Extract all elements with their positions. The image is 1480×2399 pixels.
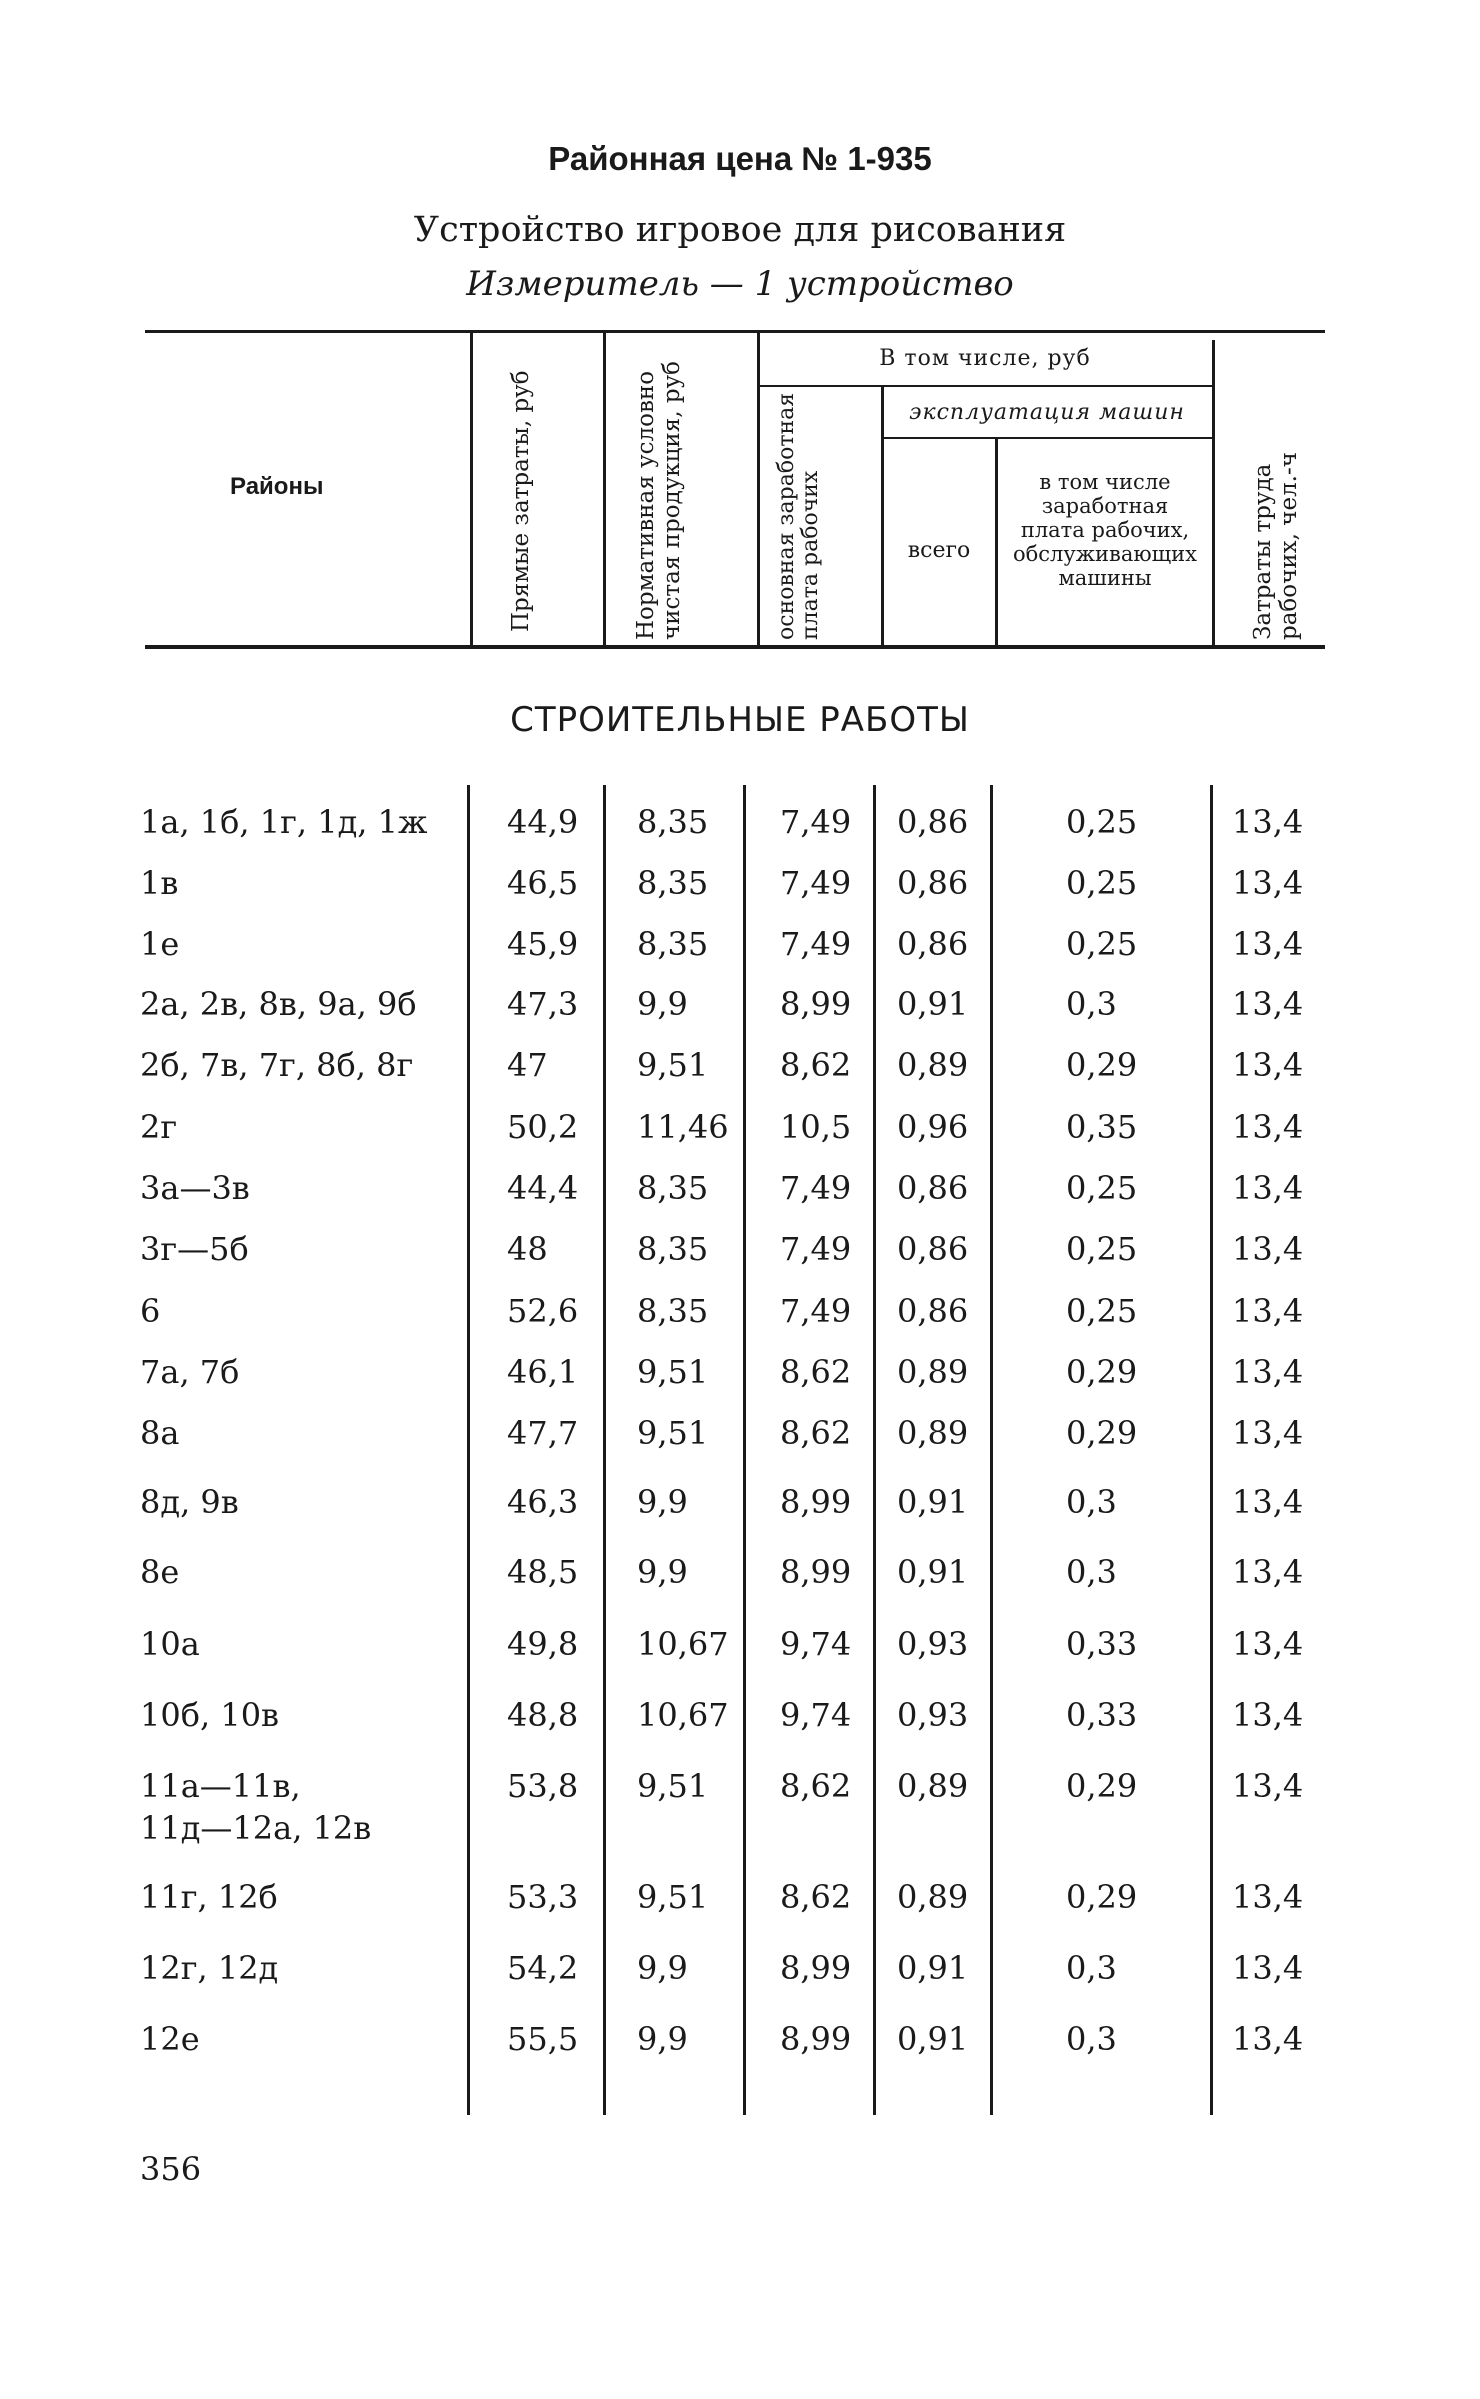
measure-unit: Измеритель — 1 устройство (466, 264, 1014, 304)
table-row (0, 1767, 1480, 1847)
cell-wages: 7,49 (780, 1230, 852, 1268)
cell-machine-total: 0,93 (897, 1625, 969, 1663)
cell-machine-wages: 0,29 (1066, 1414, 1138, 1452)
cell-normative: 10,67 (637, 1625, 729, 1663)
cell-wages: 9,74 (780, 1696, 852, 1734)
cell-labor: 13,4 (1232, 1878, 1304, 1916)
cell-machine-total: 0,91 (897, 1949, 969, 1987)
cell-machine-total: 0,89 (897, 1414, 969, 1452)
cell-labor: 13,4 (1232, 1696, 1304, 1734)
cell-region: 12г, 12д (140, 1949, 279, 1987)
cell-normative: 8,35 (637, 1292, 709, 1330)
cell-machine-total: 0,96 (897, 1108, 969, 1146)
cell-machine-wages: 0,29 (1066, 1878, 1138, 1916)
cell-machine-total: 0,89 (897, 1878, 969, 1916)
header-machine-operation: эксплуатация машин (909, 400, 1185, 425)
page-subtitle: Устройство игровое для рисования (413, 210, 1067, 250)
table-row (0, 1292, 1480, 1332)
cell-labor: 13,4 (1232, 985, 1304, 1023)
cell-direct-costs: 53,3 (507, 1878, 579, 1916)
cell-labor: 13,4 (1232, 2020, 1304, 2058)
cell-region: 1в (140, 864, 179, 902)
cell-normative: 9,51 (637, 1353, 709, 1391)
cell-direct-costs: 44,9 (507, 803, 579, 841)
header-direct-costs: Прямые затраты, руб (508, 370, 534, 632)
cell-machine-wages: 0,33 (1066, 1625, 1138, 1663)
cell-machine-total: 0,93 (897, 1696, 969, 1734)
cell-machine-total: 0,89 (897, 1767, 969, 1805)
cell-direct-costs: 46,1 (507, 1353, 579, 1391)
cell-region: 11а—11в, (140, 1767, 301, 1805)
header-regions: Районы (230, 473, 324, 500)
page-number: 356 (140, 2150, 202, 2188)
cell-machine-wages: 0,25 (1066, 925, 1138, 963)
cell-wages: 7,49 (780, 925, 852, 963)
cell-region: 10б, 10в (140, 1696, 280, 1734)
table-row (0, 1949, 1480, 1989)
cell-machine-total: 0,91 (897, 985, 969, 1023)
cell-labor: 13,4 (1232, 1292, 1304, 1330)
cell-region: 8а (140, 1414, 180, 1452)
table-top-rule (145, 330, 1325, 333)
table-row (0, 1108, 1480, 1148)
table-row (0, 2020, 1480, 2060)
cell-labor: 13,4 (1232, 1625, 1304, 1663)
cell-wages: 8,99 (780, 1553, 852, 1591)
cell-region: 11г, 12б (140, 1878, 278, 1916)
table-row (0, 1046, 1480, 1086)
cell-machine-total: 0,86 (897, 1230, 969, 1268)
cell-machine-wages: 0,25 (1066, 1230, 1138, 1268)
cell-machine-wages: 0,3 (1066, 1553, 1117, 1591)
cell-region: 2г (140, 1108, 178, 1146)
header-normative-product: Нормативная условно чистая продукция, руб (633, 361, 685, 640)
cell-labor: 13,4 (1232, 864, 1304, 902)
cell-normative: 9,51 (637, 1767, 709, 1805)
header-divider-2 (603, 330, 606, 646)
cell-machine-wages: 0,3 (1066, 1483, 1117, 1521)
table-row (0, 925, 1480, 965)
cell-wages: 7,49 (780, 1292, 852, 1330)
cell-normative: 11,46 (637, 1108, 729, 1146)
table-row (0, 1553, 1480, 1593)
cell-normative: 8,35 (637, 1169, 709, 1207)
cell-machine-total: 0,86 (897, 925, 969, 963)
cell-machine-total: 0,89 (897, 1046, 969, 1084)
cell-machine-wages: 0,25 (1066, 803, 1138, 841)
table-row (0, 864, 1480, 904)
cell-normative: 9,51 (637, 1878, 709, 1916)
cell-wages: 7,49 (780, 803, 852, 841)
cell-machine-wages: 0,3 (1066, 2020, 1117, 2058)
table-row (0, 1878, 1480, 1918)
cell-machine-total: 0,91 (897, 2020, 969, 2058)
cell-wages: 8,62 (780, 1767, 852, 1805)
table-row (0, 1353, 1480, 1393)
table-row (0, 1414, 1480, 1454)
header-basic-wages: основная заработная плата рабочих (774, 392, 823, 640)
cell-normative: 9,9 (637, 1553, 688, 1591)
cell-wages: 10,5 (780, 1108, 852, 1146)
cell-region: 8д, 9в (140, 1483, 239, 1521)
cell-machine-wages: 0,25 (1066, 1292, 1138, 1330)
cell-labor: 13,4 (1232, 1353, 1304, 1391)
cell-wages: 8,62 (780, 1046, 852, 1084)
cell-direct-costs: 47,7 (507, 1414, 579, 1452)
cell-direct-costs: 47,3 (507, 985, 579, 1023)
cell-machine-total: 0,91 (897, 1483, 969, 1521)
cell-direct-costs: 54,2 (507, 1949, 579, 1987)
cell-normative: 8,35 (637, 925, 709, 963)
cell-machine-wages: 0,35 (1066, 1108, 1138, 1146)
cell-region: 7а, 7б (140, 1353, 240, 1391)
cell-machine-total: 0,91 (897, 1553, 969, 1591)
cell-wages: 8,99 (780, 1483, 852, 1521)
cell-machine-wages: 0,29 (1066, 1767, 1138, 1805)
header-labor: Затраты труда рабочих, чел.-ч (1250, 452, 1302, 640)
cell-region: 2а, 2в, 8в, 9а, 9б (140, 985, 417, 1023)
cell-region: 3а—3в (140, 1169, 250, 1207)
cell-wages: 8,62 (780, 1353, 852, 1391)
cell-normative: 9,9 (637, 1949, 688, 1987)
cell-direct-costs: 52,6 (507, 1292, 579, 1330)
machine-operation-rule (883, 437, 1212, 439)
cell-region: 6 (140, 1292, 161, 1330)
cell-machine-wages: 0,29 (1066, 1353, 1138, 1391)
cell-wages: 7,49 (780, 864, 852, 902)
table-row (0, 1483, 1480, 1523)
cell-direct-costs: 50,2 (507, 1108, 579, 1146)
cell-wages: 8,62 (780, 1414, 852, 1452)
cell-labor: 13,4 (1232, 1483, 1304, 1521)
header-divider-5 (995, 437, 998, 646)
cell-region: 3г—5б (140, 1230, 249, 1268)
cell-direct-costs: 44,4 (507, 1169, 579, 1207)
cell-direct-costs: 45,9 (507, 925, 579, 963)
cell-normative: 9,9 (637, 1483, 688, 1521)
cell-labor: 13,4 (1232, 803, 1304, 841)
cell-wages: 8,62 (780, 1878, 852, 1916)
cell-direct-costs: 46,5 (507, 864, 579, 902)
including-group-rule (757, 385, 1212, 387)
cell-region: 1е (140, 925, 180, 963)
table-row (0, 1169, 1480, 1209)
cell-machine-wages: 0,25 (1066, 1169, 1138, 1207)
cell-normative: 9,9 (637, 2020, 688, 2058)
cell-wages: 8,99 (780, 985, 852, 1023)
cell-normative: 10,67 (637, 1696, 729, 1734)
cell-labor: 13,4 (1232, 1553, 1304, 1591)
cell-normative: 8,35 (637, 864, 709, 902)
cell-machine-total: 0,86 (897, 803, 969, 841)
cell-direct-costs: 55,5 (507, 2020, 579, 2058)
cell-machine-total: 0,86 (897, 1292, 969, 1330)
cell-machine-total: 0,86 (897, 864, 969, 902)
header-machine-wages: в том числе заработная плата рабочих, обслуживающих машины (1012, 470, 1198, 590)
header-divider-3 (757, 330, 760, 646)
cell-direct-costs: 49,8 (507, 1625, 579, 1663)
cell-machine-wages: 0,33 (1066, 1696, 1138, 1734)
cell-direct-costs: 47 (507, 1046, 548, 1084)
table-row (0, 1625, 1480, 1665)
cell-wages: 9,74 (780, 1625, 852, 1663)
cell-region: 10а (140, 1625, 200, 1663)
cell-normative: 9,51 (637, 1414, 709, 1452)
cell-direct-costs: 48,5 (507, 1553, 579, 1591)
cell-labor: 13,4 (1232, 1414, 1304, 1452)
cell-region: 8е (140, 1553, 180, 1591)
cell-labor: 13,4 (1232, 1046, 1304, 1084)
cell-labor: 13,4 (1232, 1230, 1304, 1268)
cell-machine-wages: 0,29 (1066, 1046, 1138, 1084)
cell-machine-wages: 0,3 (1066, 1949, 1117, 1987)
header-divider-1 (470, 330, 473, 646)
page-title: Районная цена № 1-935 (548, 140, 932, 177)
cell-wages: 7,49 (780, 1169, 852, 1207)
cell-region: 2б, 7в, 7г, 8б, 8г (140, 1046, 414, 1084)
table-header-bottom-rule (145, 645, 1325, 649)
cell-normative: 9,9 (637, 985, 688, 1023)
cell-normative: 9,51 (637, 1046, 709, 1084)
table-row (0, 1230, 1480, 1270)
cell-normative: 8,35 (637, 1230, 709, 1268)
header-including: В том числе, руб (879, 346, 1091, 371)
cell-direct-costs: 48,8 (507, 1696, 579, 1734)
cell-labor: 13,4 (1232, 1169, 1304, 1207)
table-row (0, 1696, 1480, 1736)
cell-wages: 8,99 (780, 1949, 852, 1987)
cell-direct-costs: 48 (507, 1230, 548, 1268)
cell-direct-costs: 53,8 (507, 1767, 579, 1805)
cell-machine-total: 0,89 (897, 1353, 969, 1391)
cell-labor: 13,4 (1232, 1949, 1304, 1987)
cell-labor: 13,4 (1232, 1767, 1304, 1805)
table-row (0, 803, 1480, 843)
cell-machine-total: 0,86 (897, 1169, 969, 1207)
section-heading: СТРОИТЕЛЬНЫЕ РАБОТЫ (510, 700, 970, 740)
cell-machine-wages: 0,3 (1066, 985, 1117, 1023)
header-total: всего (907, 538, 971, 563)
cell-direct-costs: 46,3 (507, 1483, 579, 1521)
cell-region: 12е (140, 2020, 200, 2058)
cell-wages: 8,99 (780, 2020, 852, 2058)
cell-region-continued: 11д—12а, 12в (140, 1809, 372, 1847)
cell-labor: 13,4 (1232, 925, 1304, 963)
header-divider-6 (1212, 340, 1215, 646)
table-row (0, 985, 1480, 1025)
cell-machine-wages: 0,25 (1066, 864, 1138, 902)
cell-normative: 8,35 (637, 803, 709, 841)
cell-region: 1а, 1б, 1г, 1д, 1ж (140, 803, 428, 841)
cell-labor: 13,4 (1232, 1108, 1304, 1146)
